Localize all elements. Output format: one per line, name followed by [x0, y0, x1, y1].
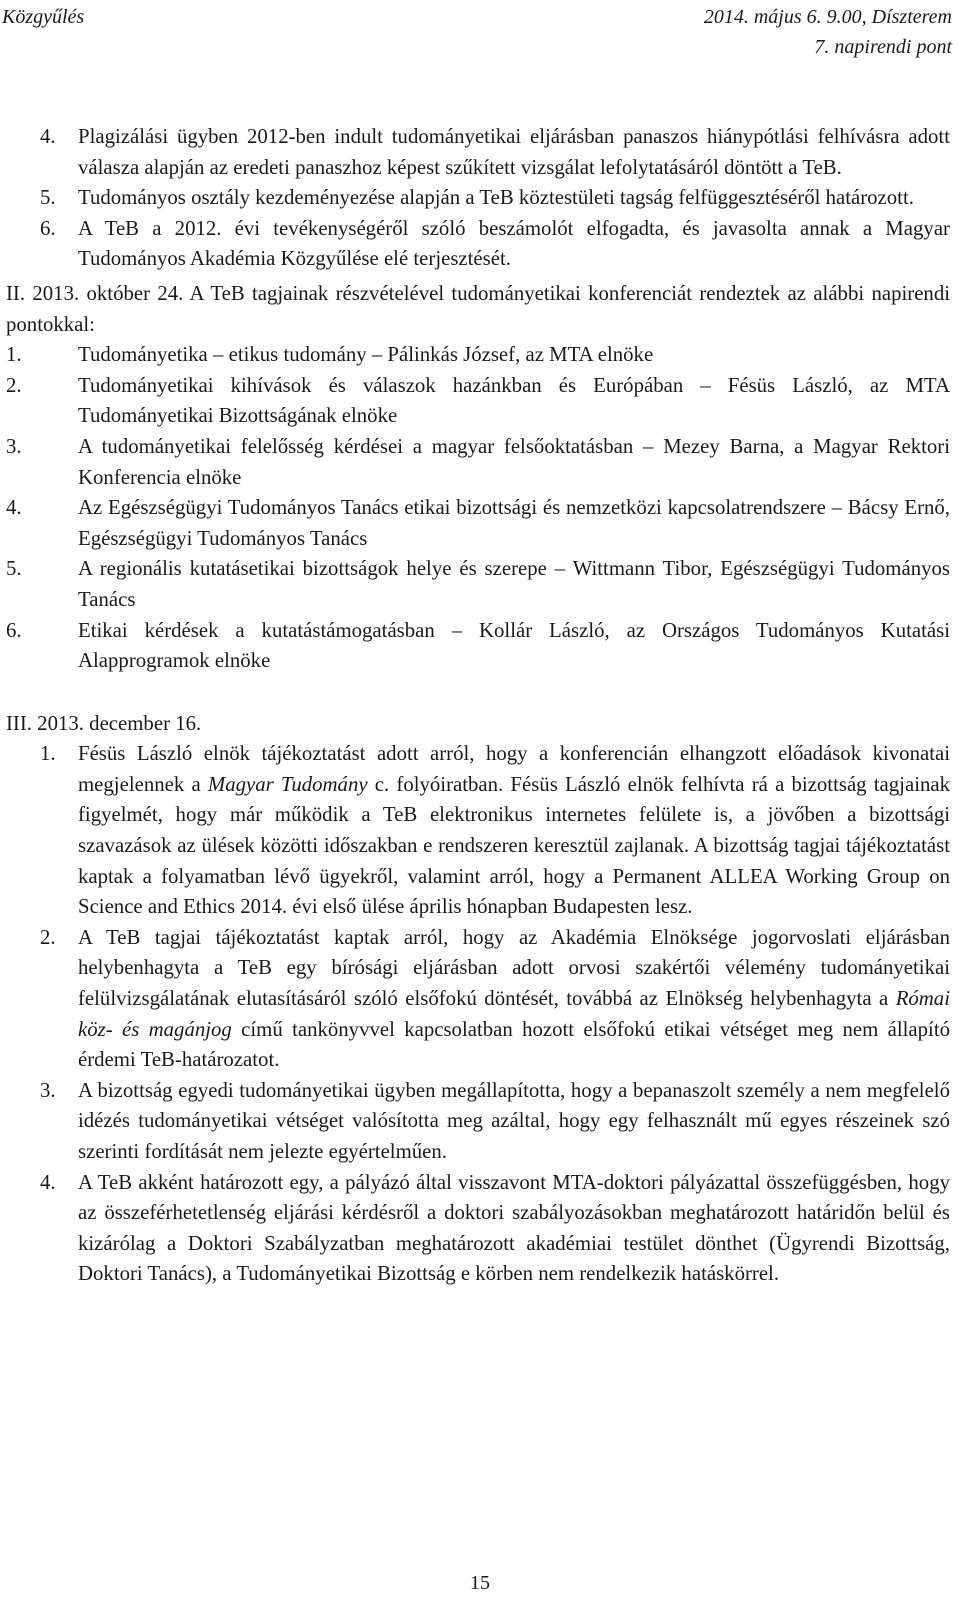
item-text: A TeB tagjai tájékoztatást kaptak arról, hogy az Akadémia Elnöksége jogorvoslati eljárásban helybenhagyta a TeB egy bírósági eljárásban adott orvosi szakértői vélemény tudományetikai felülvizsgálatának elutasításáról szóló elsőfokú döntését, továbbá az Elnökség helybenhagyta a [78, 925, 950, 1011]
agenda-item [0, 616, 950, 677]
section-3-heading: III. 2013. december 16. [6, 711, 202, 735]
list-item [0, 122, 950, 183]
section-2-heading: II. 2013. október 24. A TeB tagjainak részvételével tudományetikai konferenciát rendeztek az alábbi napirendi pontokkal: [6, 281, 950, 336]
item-number: 3. [40, 1078, 56, 1102]
item-number: 4. [40, 125, 56, 148]
decision-item [0, 1168, 950, 1290]
item-text: A tudományetikai felelősség kérdései a magyar felsőoktatásban – Mezey Barna, a Magyar Rektori Konferencia elnöke [78, 434, 950, 489]
decision-item [0, 1076, 950, 1168]
item-number: 4. [6, 496, 22, 520]
item-text: Fésüs László elnök tájékoztatást adott arról, hogy a konferencián elhangzott előadások kivonatai megjelennek a [78, 742, 950, 796]
decision-item [0, 923, 950, 1076]
item-text: A TeB akként határozott egy, a pályázó által visszavont MTA-doktori pályázattal összefüggésben, hogy az összeférhetetlenség eljárási kérdésről a doktori szabályozásokban meghatározott határidőn belül és kizárólag a Doktori Szabályzatban meghatározott akadémiai testület dönthet (Ügyrendi Bizottság, Doktori Tanács), a Tudományetikai Bizottság e körben nem rendelkezik hatáskörrel. [78, 1170, 950, 1286]
item-number: 3. [6, 434, 22, 458]
item-number: 2. [6, 373, 22, 397]
agenda-item [0, 340, 950, 371]
item-text: Tudományetika – etikus tudomány – Pálinkás József, az MTA elnöke [78, 343, 654, 367]
item-number: 5. [40, 186, 56, 210]
list-item [0, 214, 950, 275]
item-text-continued: című tankönyvvel kapcsolatban hozott elsőfokú etikai vétséget meg nem állapító érdemi TeB-határozatot. [78, 1017, 950, 1072]
textbook-title: Római köz- és magánjog [78, 987, 950, 1041]
header-left-title: Közgyűlés [2, 6, 85, 28]
item-number: 5. [6, 557, 22, 581]
item-number: 1. [6, 343, 22, 367]
agenda-item [0, 493, 950, 554]
item-text-continued: c. folyóiratban. Fésüs László elnök felhívta rá a bizottság tagjainak figyelmét, hogy már működik a TeB elektronikus internetes felülete is, a jövőben a bizottsági szavazások az ülések közötti időszakban e rendszeren keresztül zajlanak. A bizottság tagjai tájékoztatást kaptak a folyamatban lévő ügyekről, valamint arról, hogy a Permanent ALLEA Working Group on Science and Ethics 2014. évi első ülése április hónapban Budapesten lesz. [78, 772, 950, 919]
agenda-item [0, 371, 950, 432]
item-number: 1. [40, 742, 56, 766]
page-number: 15 [470, 1572, 490, 1594]
header-date-location: 2014. május 6. 9.00, Díszterem [703, 6, 952, 28]
item-number: 4. [40, 1170, 56, 1194]
item-text: Tudományos osztály kezdeményezése alapján a TeB köztestületi tagság felfüggesztéséről határozott. [78, 186, 914, 210]
item-text: Tudományetikai kihívások és válaszok hazánkban és Európában – Fésüs László, az MTA Tudományetikai Bizottságának elnöke [78, 373, 950, 428]
item-text: Plagizálási ügyben 2012-ben indult tudományetikai eljárásban panaszos hiánypótlási felhívásra adott válasza alapján az eredeti panaszhoz képest szűkített vizsgálat lefolytatásáról döntött a TeB. [78, 125, 950, 179]
item-number: 6. [6, 618, 22, 642]
page-header [0, 0, 960, 70]
journal-title: Magyar Tudomány [207, 772, 368, 796]
item-text: Etikai kérdések a kutatástámogatásban – Kollár László, az Országos Tudományos Kutatási Alapprogramok elnöke [78, 618, 950, 673]
list-item [0, 183, 950, 214]
decision-item [0, 739, 950, 923]
item-number: 6. [40, 216, 56, 240]
item-number: 2. [40, 925, 56, 949]
item-text: Az Egészségügyi Tudományos Tanács etikai bizottsági és nemzetközi kapcsolatrendszere – Bácsy Ernő, Egészségügyi Tudományos Tanács [78, 496, 950, 550]
document-body [0, 122, 950, 1290]
header-agenda-point: 7. napirendi pont [814, 36, 952, 58]
item-text: A bizottság egyedi tudományetikai ügyben megállapította, hogy a bepanaszolt személy a nem megfelelő idézés tudományetikai vétséget valósította meg azáltal, hogy egy felhasznált mű egyes részeinek szó szerinti fordítását nem jelezte egyértelműen. [78, 1078, 950, 1163]
agenda-item [0, 432, 950, 493]
item-text: A regionális kutatásetikai bizottságok helye és szerepe – Wittmann Tibor, Egészségügyi Tudományos Tanács [78, 557, 950, 611]
item-text: A TeB a 2012. évi tevékenységéről szóló beszámolót elfogadta, és javasolta annak a Magyar Tudományos Akadémia Közgyűlése elé terjesztését. [78, 216, 950, 271]
agenda-item [0, 554, 950, 615]
